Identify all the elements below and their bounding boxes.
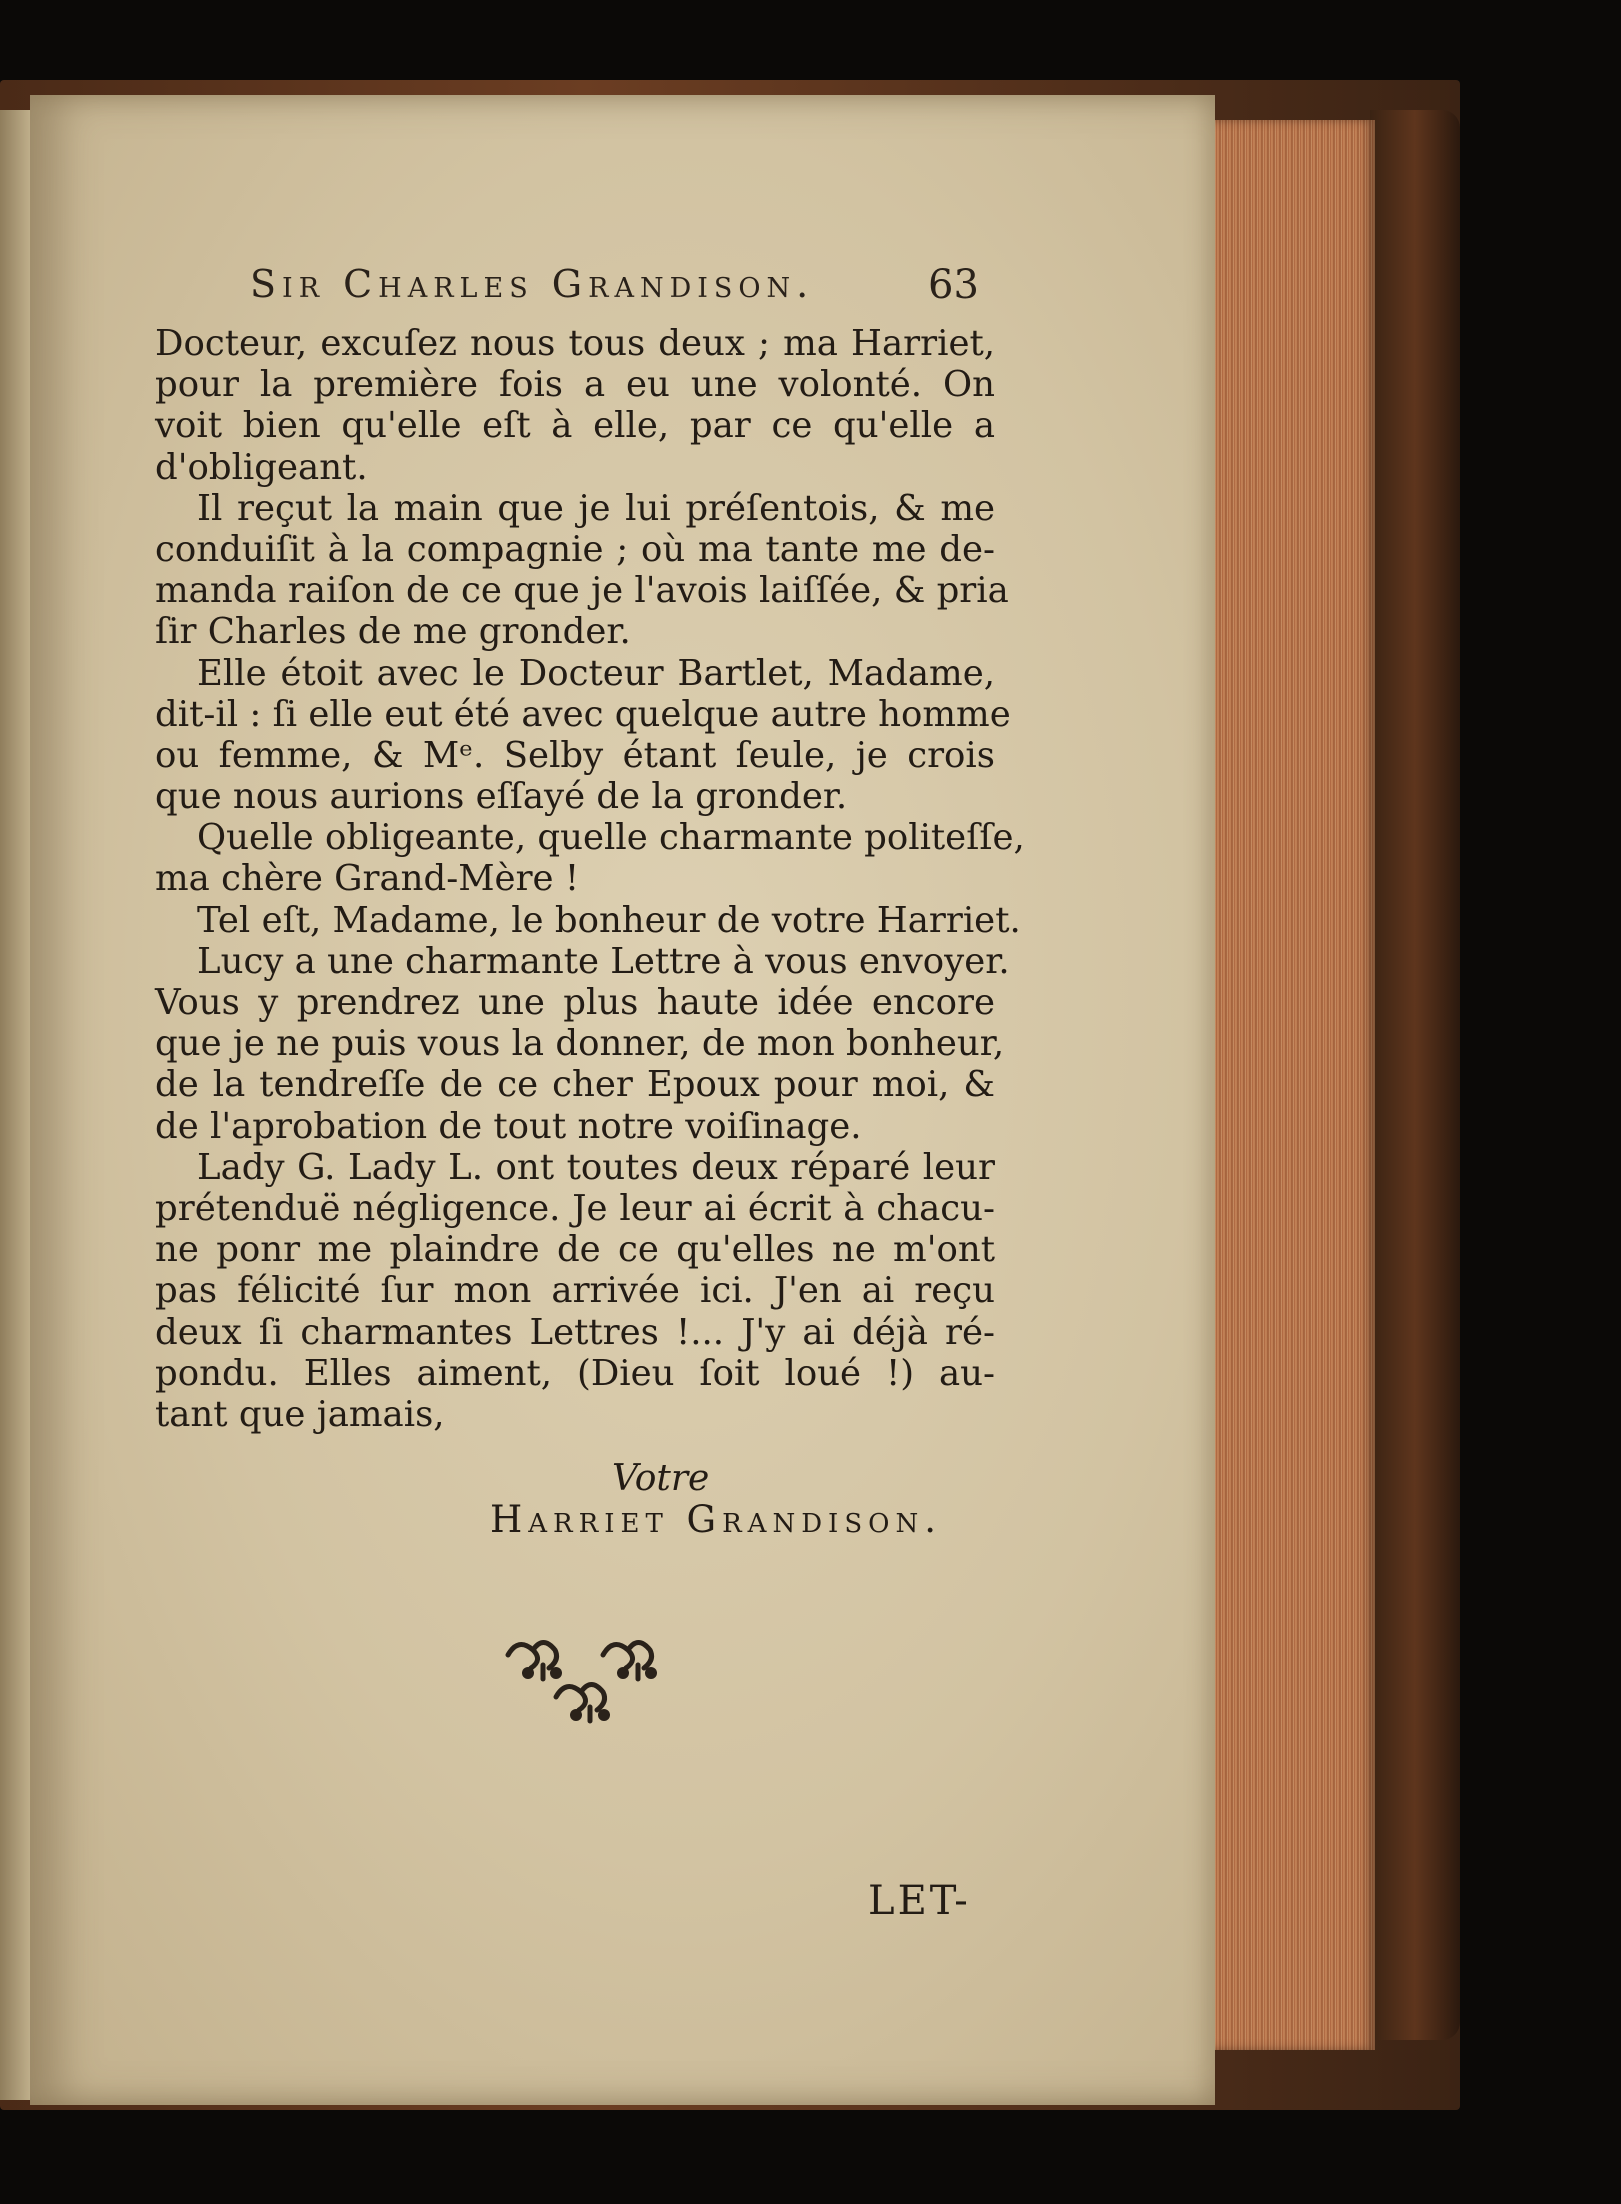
text-line: pondu. Elles aiment, (Dieu ſoit loué !) au- xyxy=(155,1352,995,1394)
text-line: Lucy a une charmante Lettre à vous envoyer. xyxy=(197,940,1010,982)
text-line: de la tendreſſe de ce cher Epoux pour moi, & xyxy=(155,1064,995,1106)
text-line: tant que jamais, xyxy=(155,1393,445,1435)
text-line: Docteur, excuſez nous tous deux ; ma Harriet, xyxy=(155,323,995,364)
text-line: deux ſi charmantes Lettres !... J'y ai déjà ré- xyxy=(155,1311,995,1353)
text-line: ma chère Grand-Mère ! xyxy=(155,858,580,900)
running-title: Sir Charles Grandison. xyxy=(250,262,815,306)
text-line: voit bien qu'elle eſt à elle, par ce qu'elle a xyxy=(155,405,995,447)
text-line: conduiſit à la compagnie ; où ma tante me de- xyxy=(155,528,995,570)
signature: Harriet Grandison. xyxy=(490,1498,942,1541)
text-line: de l'aprobation de tout notre voiſinage. xyxy=(155,1105,862,1147)
text-line: Il reçut la main que je lui préſentois, & me xyxy=(197,487,995,529)
text-line: pour la première fois a eu une volonté. On xyxy=(155,364,995,406)
text-line: Elle étoit avec le Docteur Bartlet, Madame, xyxy=(197,652,995,694)
text-line: d'obligeant. xyxy=(155,446,368,488)
page-edges xyxy=(1210,120,1375,2050)
body-text xyxy=(155,323,1025,1435)
text-line: manda raiſon de ce que je l'avois laiſſée, & pria xyxy=(155,570,1009,612)
page-number: 63 xyxy=(928,262,979,308)
text-line: que nous aurions eſſayé de la gronder. xyxy=(155,776,848,818)
text-line: ou femme, & Mᵉ. Selby étant ſeule, je crois xyxy=(155,734,995,776)
text-line: Vous y prendrez une plus haute idée encore xyxy=(155,982,995,1023)
text-line: que je ne puis vous la donner, de mon bonheur, xyxy=(155,1023,1005,1065)
valediction: Votre xyxy=(612,1458,710,1499)
text-line: dit-il : ſi elle eut été avec quelque autre homme xyxy=(155,693,1011,735)
text-line: Quelle obligeante, quelle charmante politeſſe, xyxy=(197,817,1025,859)
catchword: LET- xyxy=(868,1878,971,1924)
book-cover-edge xyxy=(1370,110,1460,2040)
fleuron-ornament-icon xyxy=(498,1625,678,1735)
text-line: Lady G. Lady L. ont toutes deux réparé leur xyxy=(197,1146,995,1188)
text-line: ſir Charles de me gronder. xyxy=(155,611,631,653)
text-line: ne ponr me plaindre de ce qu'elles ne m'ont xyxy=(155,1229,995,1271)
text-line: pas félicité ſur mon arrivée ici. J'en ai reçu xyxy=(155,1270,995,1312)
text-line: prétenduë négligence. Je leur ai écrit à chacu- xyxy=(155,1187,995,1229)
text-line: Tel eſt, Madame, le bonheur de votre Harriet. xyxy=(197,899,1021,941)
